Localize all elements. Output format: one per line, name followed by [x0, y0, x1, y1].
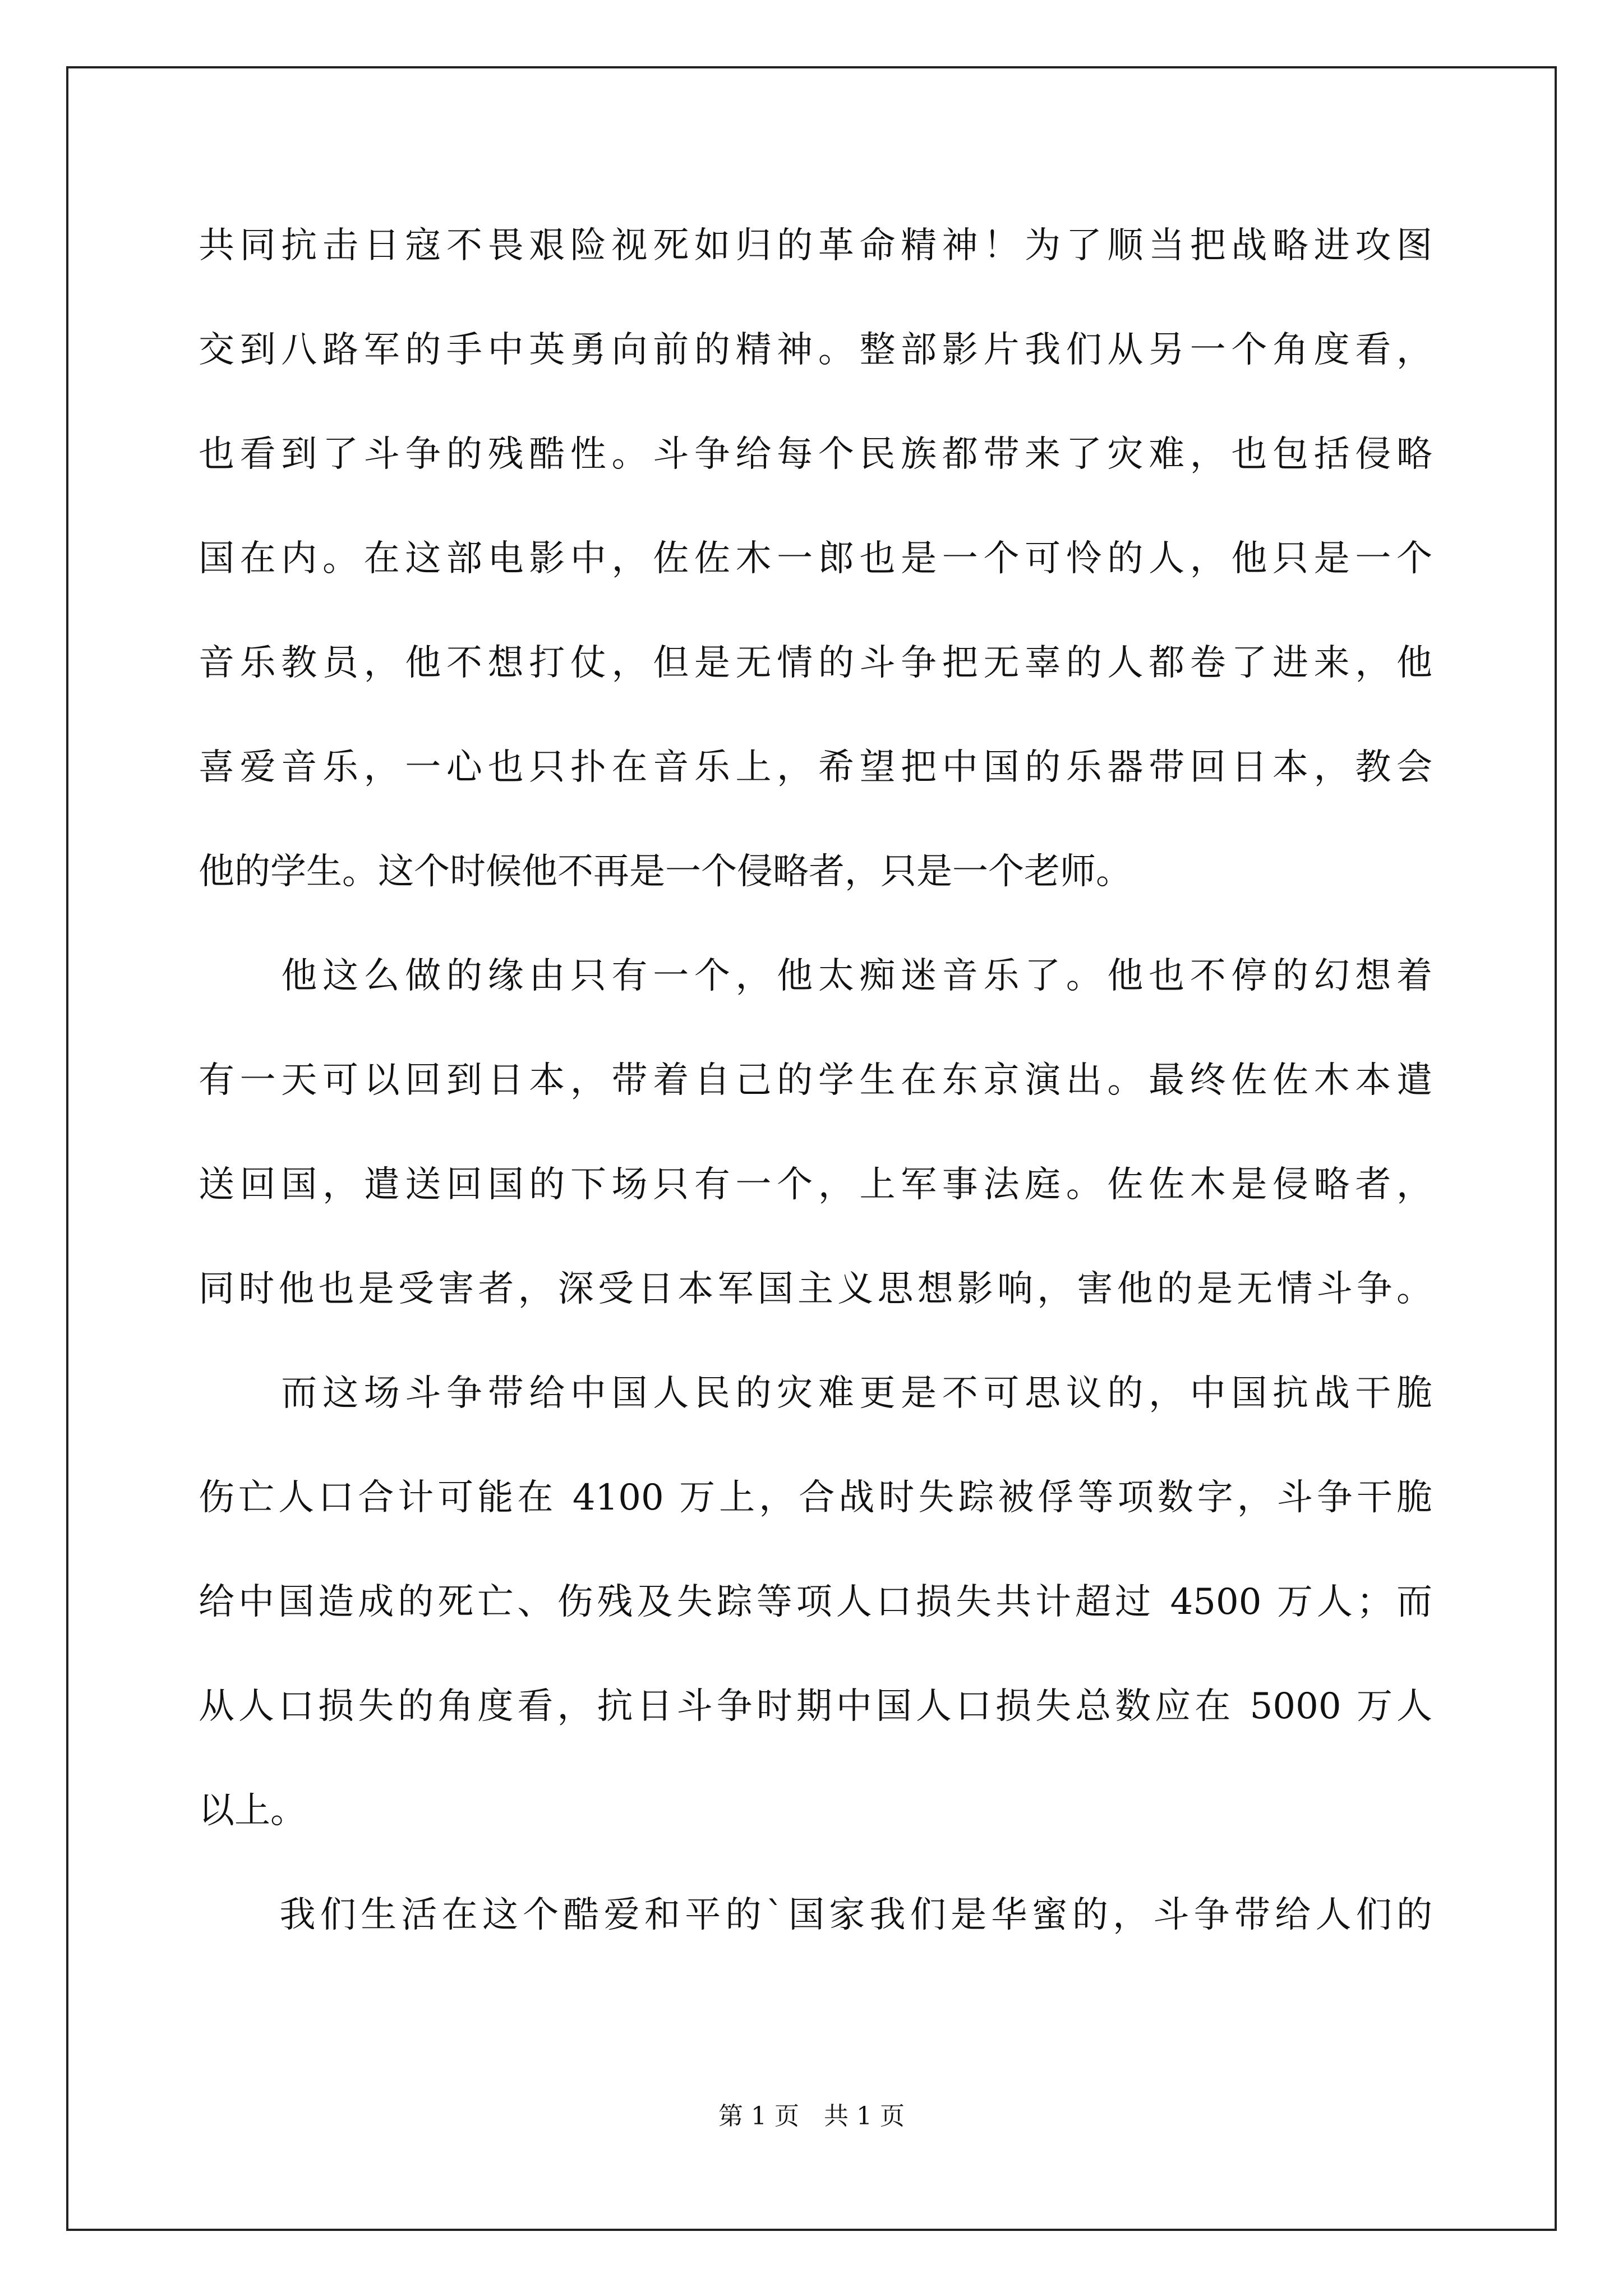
text-line: 同时他也是受害者，深受日本军国主义思想影响，害他的是无情斗争。 [199, 1268, 1432, 1310]
text-line: 而这场斗争带给中国人民的灾难更是不可思议的，中国抗战干脆 [199, 1373, 1432, 1414]
text-line: 以上。 [199, 1790, 306, 1832]
text-line: 也看到了斗争的残酷性。斗争给每个民族都带来了灾难，也包括侵略 [199, 434, 1432, 475]
text-line: 音乐教员，他不想打仗，但是无情的斗争把无辜的人都卷了进来，他 [199, 642, 1432, 684]
text-line: 有一天可以回到日本，带着自己的学生在东京演出。最终佐佐木本遣 [199, 1060, 1432, 1101]
text-line: 给中国造成的死亡、伤残及失踪等项人口损失共计超过 4500 万人；而 [199, 1581, 1432, 1623]
text-line: 喜爱音乐，一心也只扑在音乐上，希望把中国的乐器带回日本，教会 [199, 747, 1432, 788]
page-footer: 第 1 页 共 1 页 [718, 2102, 905, 2131]
text-line: 他的学生。这个时候他不再是一个侵略者，只是一个老师。 [199, 851, 1132, 892]
document-body [199, 219, 1432, 1993]
text-line: 他这么做的缘由只有一个，他太痴迷音乐了。他也不停的幻想着 [199, 955, 1432, 997]
text-line: 交到八路军的手中英勇向前的精神。整部影片我们从另一个角度看， [199, 329, 1432, 371]
text-line: 我们生活在这个酷爱和平的`国家我们是华蜜的，斗争带给人们的 [199, 1894, 1432, 1936]
text-line: 国在内。在这部电影中，佐佐木一郎也是一个可怜的人，他只是一个 [199, 538, 1432, 579]
text-line: 伤亡人口合计可能在 4100 万上，合战时失踪被俘等项数字，斗争干脆 [199, 1477, 1432, 1519]
text-line: 送回国，遣送回国的下场只有一个，上军事法庭。佐佐木是侵略者， [199, 1164, 1432, 1205]
text-line: 从人口损失的角度看，抗日斗争时期中国人口损失总数应在 5000 万人 [199, 1686, 1432, 1727]
text-line: 共同抗击日寇不畏艰险视死如归的革命精神！为了顺当把战略进攻图 [199, 225, 1432, 266]
